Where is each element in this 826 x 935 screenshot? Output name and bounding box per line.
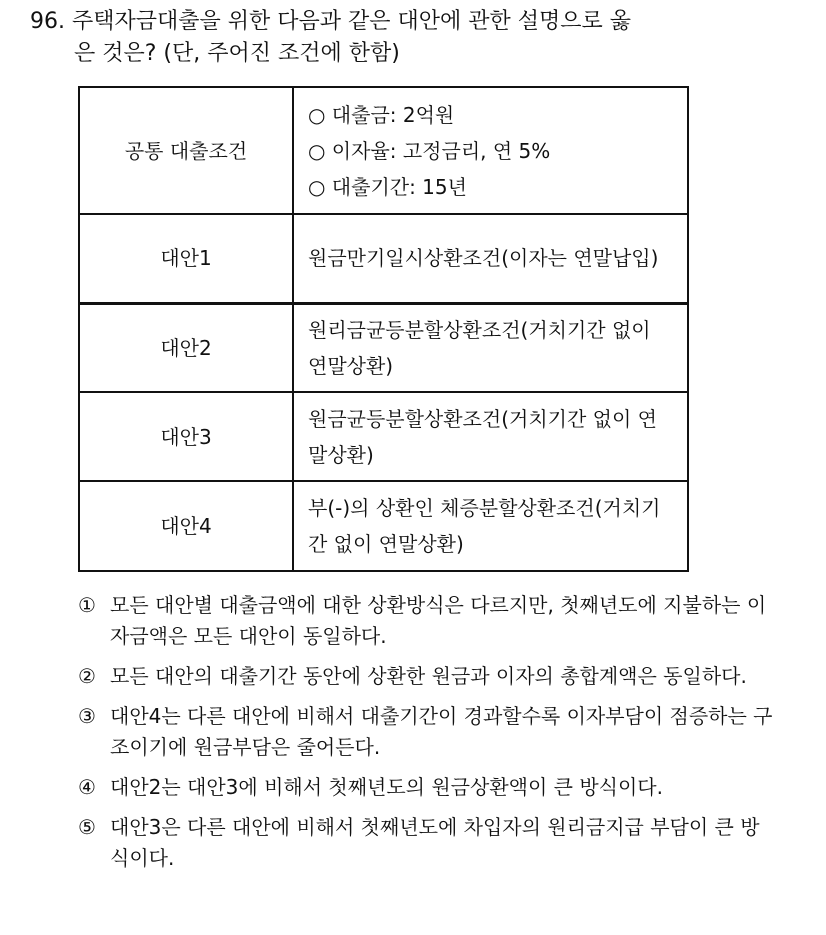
option-number: ① — [78, 593, 96, 617]
question-line-1 — [30, 6, 790, 38]
option-2[interactable] — [78, 661, 778, 692]
loan-conditions-table — [78, 86, 689, 572]
table-row — [79, 481, 688, 571]
alt-desc: 원금균등분할상환조건(거치기간 없이 연말상환) — [293, 392, 688, 481]
table-row-common — [79, 87, 688, 214]
question-stem — [30, 6, 790, 70]
alt-label: 대안4 — [79, 481, 293, 571]
condition-period: ○ 대출기간: 15년 — [308, 174, 467, 199]
option-3[interactable] — [78, 701, 778, 763]
common-conditions — [293, 87, 688, 214]
option-text: 대안3은 다른 대안에 비해서 첫째년도에 차입자의 원리금지급 부담이 큰 방식이다. — [110, 815, 760, 870]
option-text: 모든 대안별 대출금액에 대한 상환방식은 다르지만, 첫째년도에 지불하는 이자금액은 모든 대안이 동일하다. — [110, 593, 767, 648]
condition-amount: ○ 대출금: 2억원 — [308, 102, 455, 127]
question-text: 주택자금대출을 위한 다음과 같은 대안에 관한 설명으로 옳 — [72, 9, 632, 34]
option-number: ④ — [78, 775, 96, 799]
option-4[interactable] — [78, 772, 778, 803]
option-5[interactable] — [78, 812, 778, 874]
option-number: ③ — [78, 704, 96, 728]
question-line-2: 은 것은? (단, 주어진 조건에 한함) — [74, 41, 400, 66]
option-number: ② — [78, 664, 96, 688]
alt-label: 대안2 — [79, 303, 293, 392]
option-text: 모든 대안의 대출기간 동안에 상환한 원금과 이자의 총합계액은 동일하다. — [110, 664, 747, 688]
alt-desc: 원금만기일시상환조건(이자는 연말납입) — [293, 214, 688, 303]
table-row — [79, 214, 688, 303]
alt-label: 대안1 — [79, 214, 293, 303]
table-row — [79, 392, 688, 481]
question-number: 96. — [30, 9, 65, 34]
option-text: 대안4는 다른 대안에 비해서 대출기간이 경과할수록 이자부담이 점증하는 구조이기에 원금부담은 줄어든다. — [110, 704, 773, 759]
alt-desc: 원리금균등분할상환조건(거치기간 없이 연말상환) — [293, 303, 688, 392]
table-row — [79, 303, 688, 392]
option-text: 대안2는 대안3에 비해서 첫째년도의 원금상환액이 큰 방식이다. — [110, 775, 663, 799]
answer-options — [78, 590, 778, 883]
alt-desc: 부(-)의 상환인 체증분할상환조건(거치기간 없이 연말상환) — [293, 481, 688, 571]
alt-label: 대안3 — [79, 392, 293, 481]
condition-rate: ○ 이자율: 고정금리, 연 5% — [308, 138, 551, 163]
common-label: 공통 대출조건 — [79, 87, 293, 214]
option-1[interactable] — [78, 590, 778, 652]
option-number: ⑤ — [78, 815, 96, 839]
